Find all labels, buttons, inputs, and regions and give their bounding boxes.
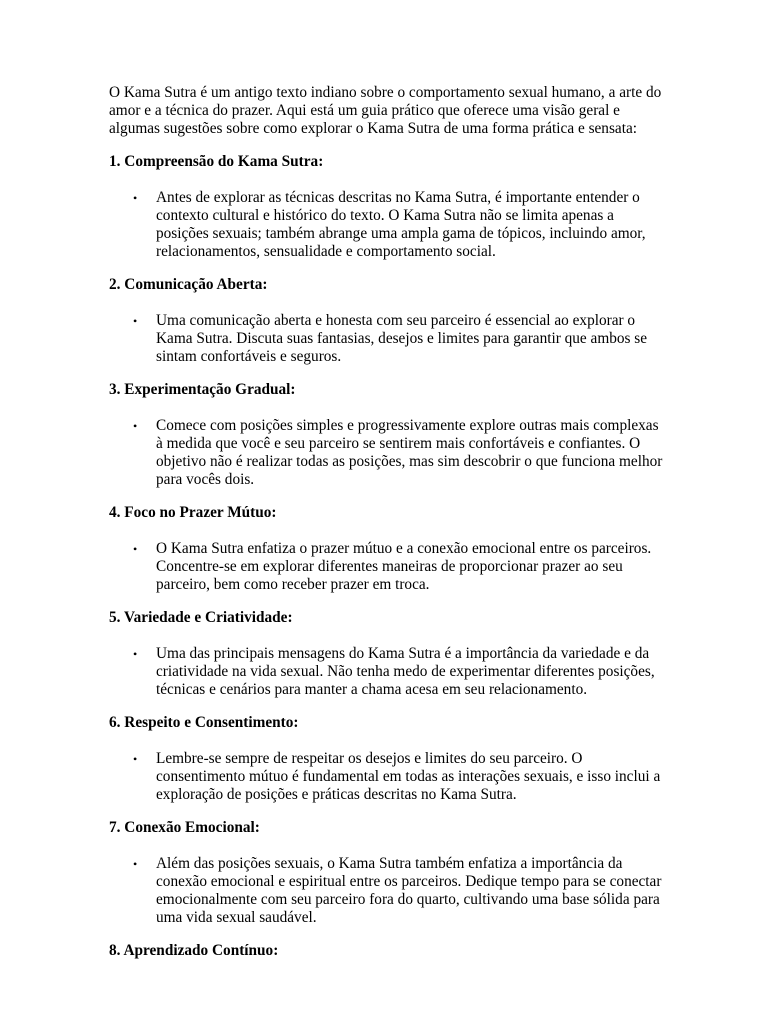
- section-list-3: [109, 417, 668, 489]
- section-list-4: [109, 540, 668, 594]
- list-item: [109, 855, 668, 927]
- bullet-icon: •: [133, 314, 138, 328]
- section-heading-6: 6. Respeito e Consentimento:: [109, 714, 299, 731]
- bullet-icon: •: [133, 191, 138, 205]
- list-item: [109, 540, 668, 594]
- list-item: [109, 417, 668, 489]
- section-list-6: [109, 750, 668, 804]
- list-item-text: O Kama Sutra enfatiza o prazer mútuo e a conexão emocional entre os parceiros. Concentre-se em explorar diferentes maneiras de proporcionar prazer ao seu parceiro, bem como receber prazer em troca.: [156, 540, 652, 593]
- section-list-7: [109, 855, 668, 927]
- bullet-icon: •: [133, 647, 138, 661]
- list-item: [109, 312, 668, 366]
- list-item-text: Uma comunicação aberta e honesta com seu parceiro é essencial ao explorar o Kama Sutra. Discuta suas fantasias, desejos e limites para garantir que ambos se sintam confortáveis e seguros.: [156, 312, 648, 365]
- list-item-text: Comece com posições simples e progressivamente explore outras mais complexas à medida que você e seu parceiro se sentirem mais confortáveis e confiantes. O objetivo não é realizar todas as posições, mas sim descobrir o que funciona melhor para vocês dois.: [156, 417, 663, 488]
- section-heading-3: 3. Experimentação Gradual:: [109, 381, 296, 398]
- list-item: [109, 189, 668, 261]
- section-list-2: [109, 312, 668, 366]
- bullet-icon: •: [133, 857, 138, 871]
- bullet-icon: •: [133, 542, 138, 556]
- section-heading-4: 4. Foco no Prazer Mútuo:: [109, 504, 277, 521]
- bullet-icon: •: [133, 752, 138, 766]
- section-heading-8: 8. Aprendizado Contínuo:: [109, 942, 279, 959]
- list-item-text: Lembre-se sempre de respeitar os desejos e limites do seu parceiro. O consentimento mútuo é fundamental em todas as interações sexuais, e isso inclui a exploração de posições e práticas descritas no Kama Sutra.: [156, 750, 661, 803]
- list-item-text: Além das posições sexuais, o Kama Sutra também enfatiza a importância da conexão emocional e espiritual entre os parceiros. Dedique tempo para se conectar emocionalmente com seu parceiro fora do quarto, cultivando uma base sólida para uma vida sexual saudável.: [156, 855, 662, 926]
- section-list-5: [109, 645, 668, 699]
- list-item: [109, 750, 668, 804]
- list-item-text: Uma das principais mensagens do Kama Sutra é a importância da variedade e da criatividade na vida sexual. Não tenha medo de experimentar diferentes posições, técnicas e cenários para manter a chama acesa em seu relacionamento.: [156, 645, 655, 698]
- bullet-icon: •: [133, 419, 138, 433]
- list-item-text: Antes de explorar as técnicas descritas no Kama Sutra, é importante entender o contexto cultural e histórico do texto. O Kama Sutra não se limita apenas a posições sexuais; também abrange uma ampla gama de tópicos, incluindo amor, relacionamentos, sensualidade e comportamento social.: [156, 189, 646, 260]
- list-item: [109, 645, 668, 699]
- section-heading-2: 2. Comunicação Aberta:: [109, 276, 268, 293]
- section-heading-1: 1. Compreensão do Kama Sutra:: [109, 153, 324, 170]
- section-list-1: [109, 189, 668, 261]
- intro-paragraph: O Kama Sutra é um antigo texto indiano sobre o comportamento sexual humano, a arte do amor e a técnica do prazer. Aqui está um guia prático que oferece uma visão geral e algumas sugestões sobre como explorar o Kama Sutra de uma forma prática e sensata:: [109, 84, 662, 137]
- section-heading-5: 5. Variedade e Criatividade:: [109, 609, 293, 626]
- section-heading-7: 7. Conexão Emocional:: [109, 819, 260, 836]
